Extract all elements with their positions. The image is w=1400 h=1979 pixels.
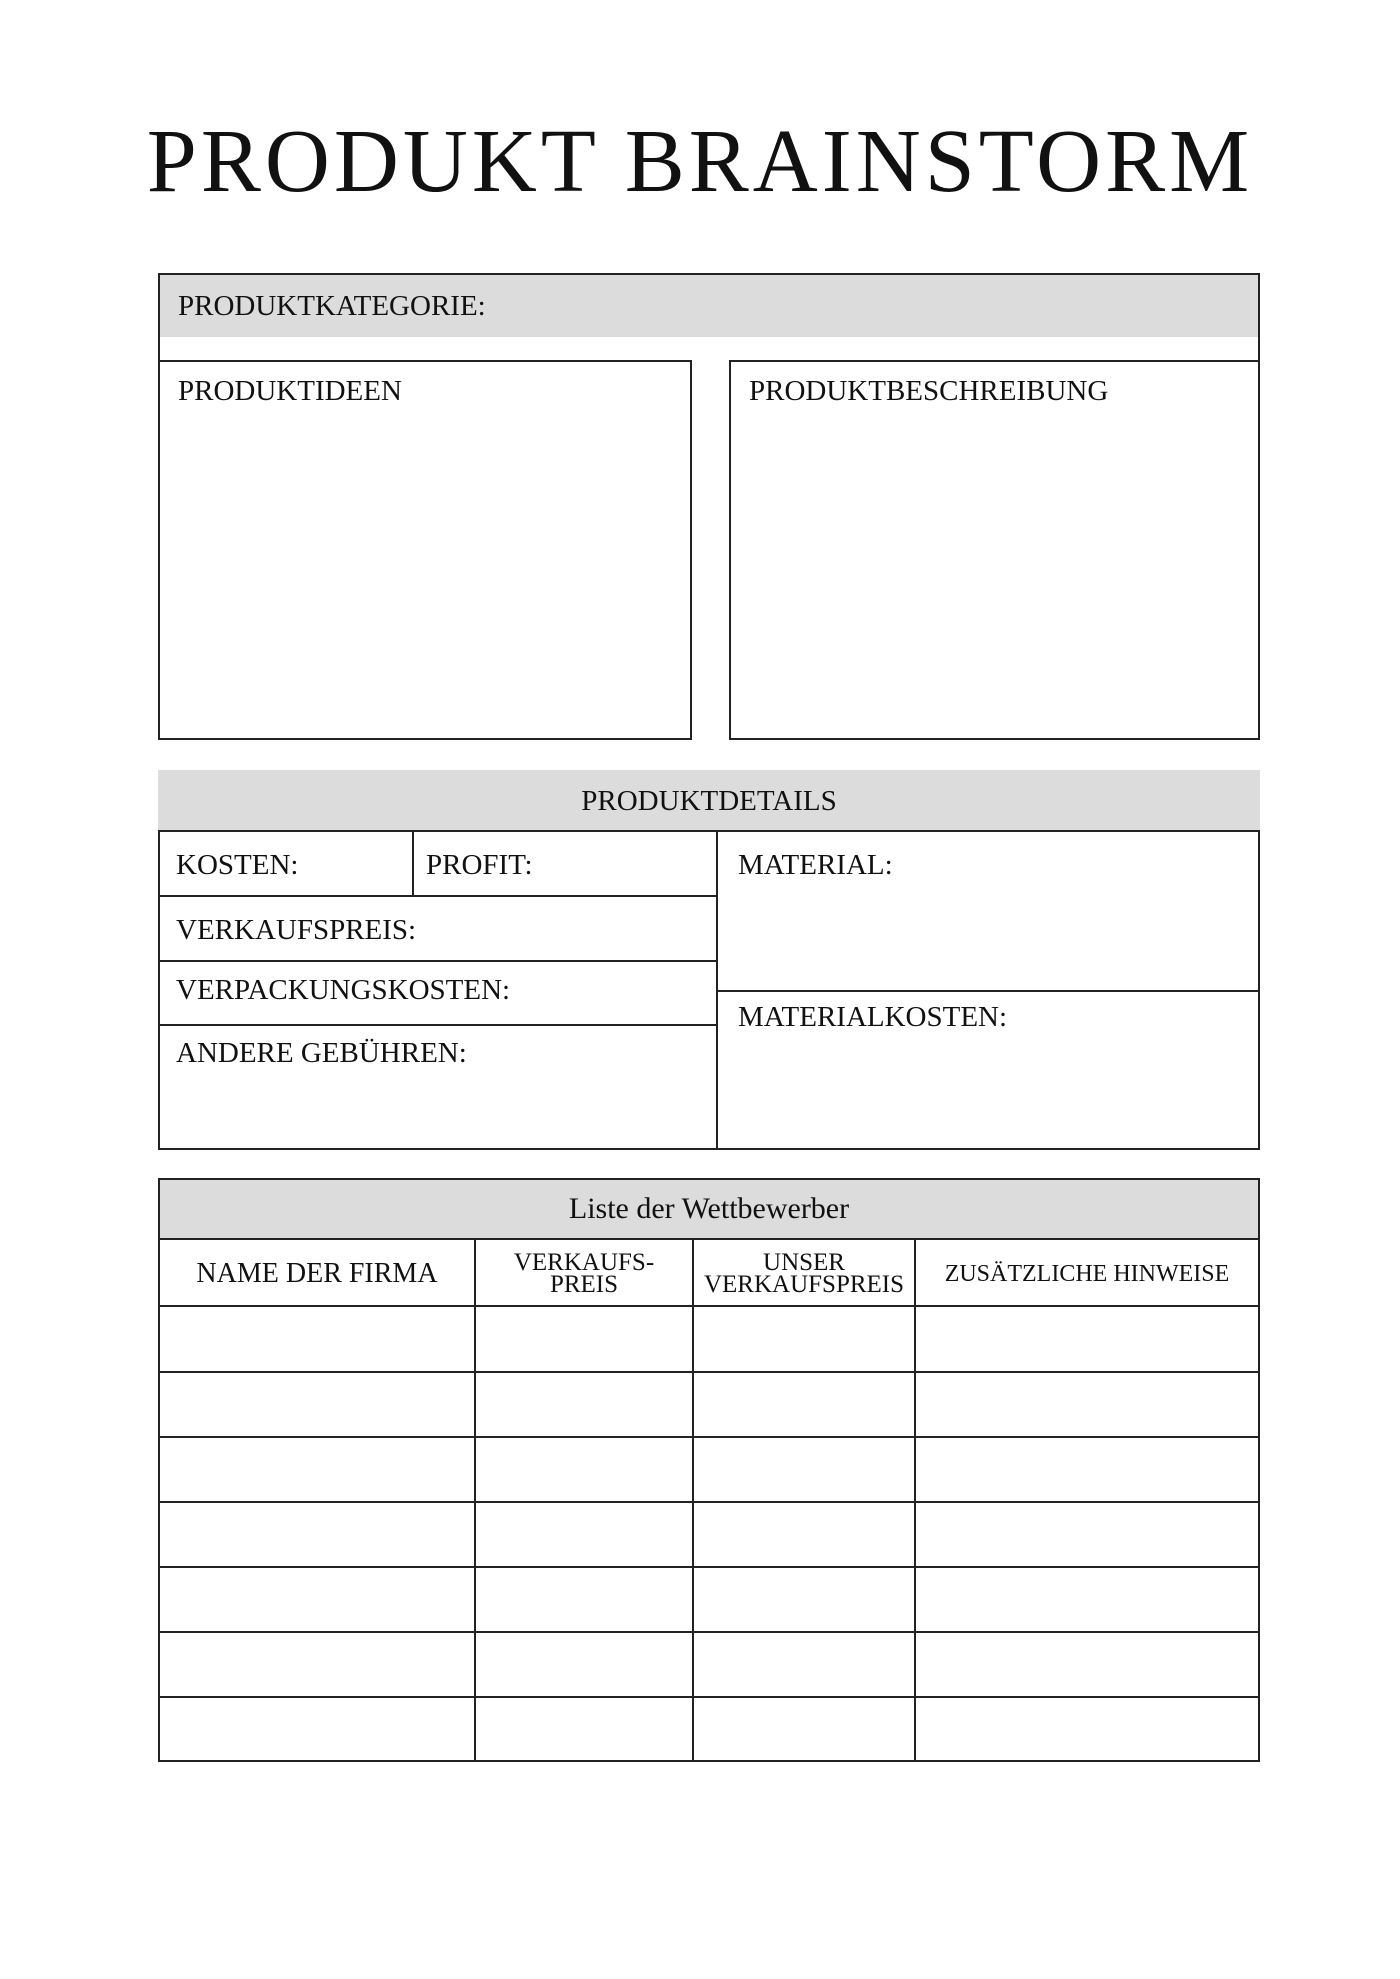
details-row-line-2 [158,960,718,962]
col-header-name-text: NAME DER FIRMA [196,1258,438,1289]
details-row-line-3 [158,1024,718,1026]
section1-right-border [1258,337,1260,362]
col-header-our-price [694,1242,914,1306]
ideas-box[interactable] [158,360,692,740]
col-header-our-price-line2: VERKAUFSPREIS [703,1271,905,1298]
category-label: PRODUKTKATEGORIE: [178,290,486,322]
description-label: PRODUKTBESCHREIBUNG [749,375,1109,407]
category-field[interactable] [158,273,1260,337]
description-box[interactable] [729,360,1260,740]
details-header-label: PRODUKTDETAILS [581,785,837,817]
details-row-line-1 [158,895,718,897]
table-row[interactable] [160,1632,1258,1697]
material-label[interactable]: MATERIAL: [738,849,893,881]
verpackungskosten-label[interactable]: VERPACKUNGSKOSTEN: [176,974,511,1006]
col-header-our-price-line1: UNSER [763,1249,845,1276]
col-header-name [160,1242,474,1306]
page-title: PRODUKT BRAINSTORM [146,112,1254,211]
col-header-notes [916,1242,1258,1306]
col-header-price-line2: PREIS [549,1271,619,1298]
table-row[interactable] [160,1567,1258,1632]
andere-gebuehren-label[interactable]: ANDERE GEBÜHREN: [176,1037,467,1069]
table-row[interactable] [160,1697,1258,1762]
col-header-notes-text: ZUSÄTZLICHE HINWEISE [944,1260,1230,1287]
profit-label[interactable]: PROFIT: [426,849,533,881]
details-header [158,770,1260,832]
table-row[interactable] [160,1502,1258,1567]
verkaufspreis-label[interactable]: VERKAUFSPREIS: [176,914,417,946]
competitor-header [160,1180,1258,1240]
section1-left-border [158,337,160,362]
materialkosten-label[interactable]: MATERIALKOSTEN: [738,1001,1008,1033]
col-header-price-line1: VERKAUFS- [513,1249,655,1276]
ideas-label: PRODUKTIDEEN [178,375,402,407]
table-row[interactable] [160,1437,1258,1502]
col-header-price [476,1242,692,1306]
details-right-line [716,990,1260,992]
competitor-header-label: Liste der Wettbewerber [568,1192,850,1225]
table-row[interactable] [160,1307,1258,1372]
details-divider-kosten-profit [412,832,414,896]
kosten-label[interactable]: KOSTEN: [176,849,299,881]
table-row[interactable] [160,1372,1258,1437]
